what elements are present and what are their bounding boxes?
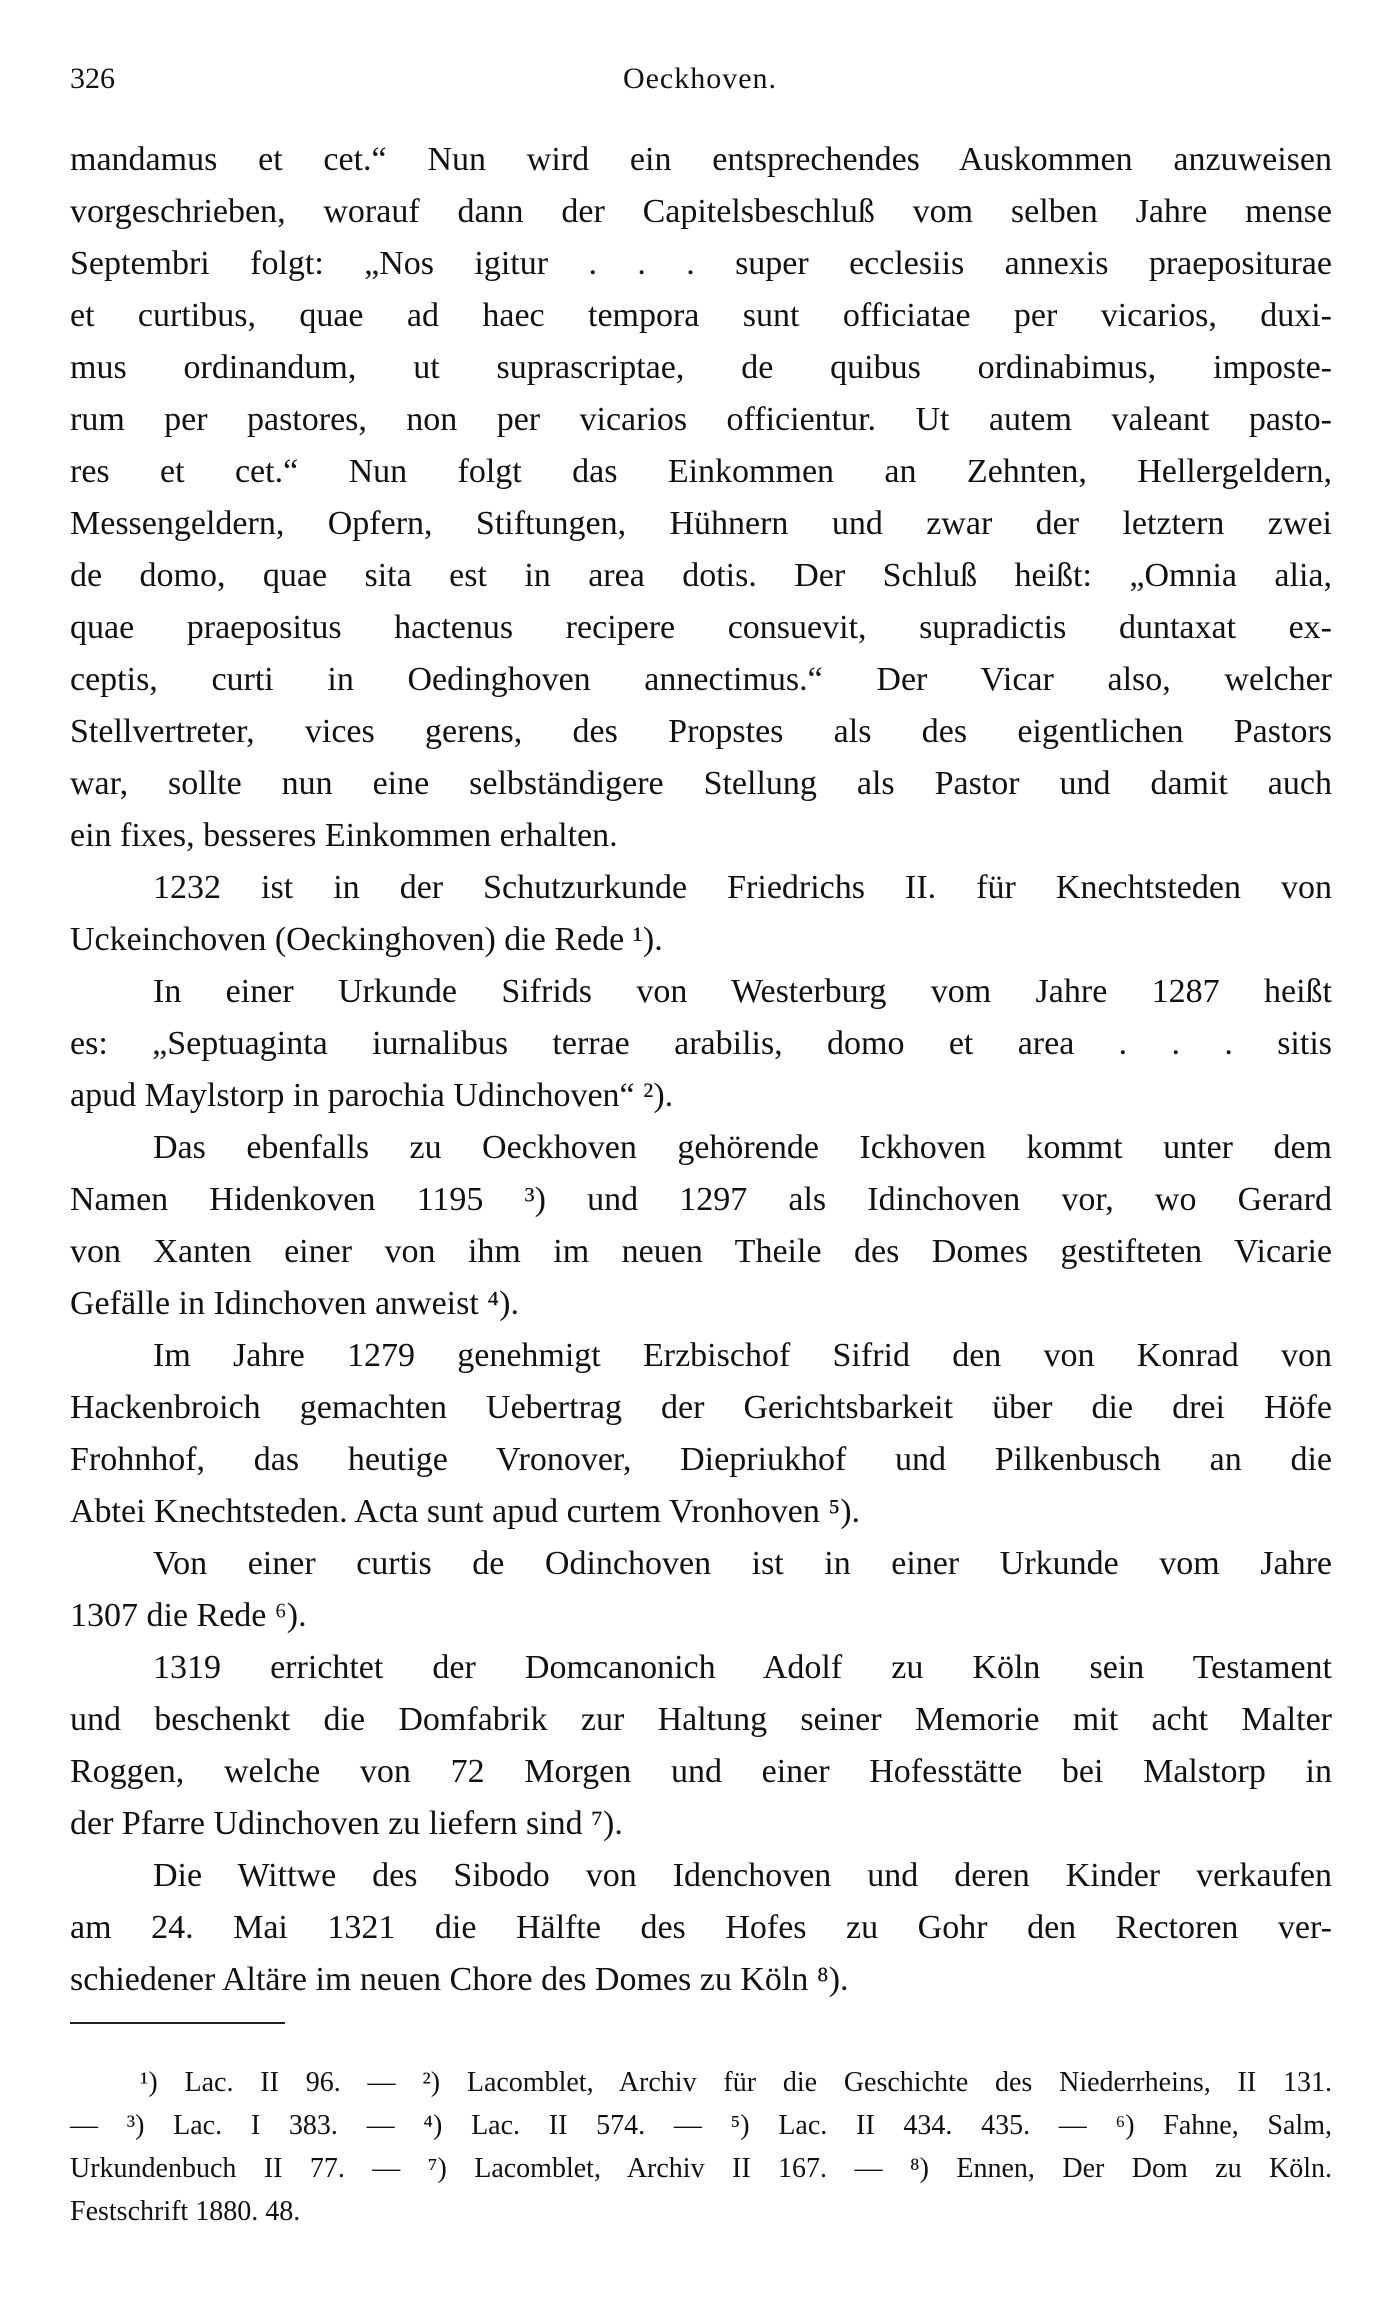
text-line: Messengeldern, Opfern, Stiftungen, Hühnern und zwar der letztern zwei <box>70 505 1332 542</box>
text-line: et curtibus, quae ad haec tempora sunt officiatae per vicarios, duxi- <box>70 297 1332 334</box>
text-line: quae praepositus hactenus recipere consuevit, supradictis duntaxat ex- <box>70 609 1332 646</box>
footnote-divider <box>70 2022 285 2024</box>
text-line: mandamus et cet.“ Nun wird ein entsprechendes Auskommen anzuweisen <box>70 141 1332 178</box>
text-line: Im Jahre 1279 genehmigt Erzbischof Sifrid den von Konrad von <box>153 1337 1332 1374</box>
text-line: Frohnhof, das heutige Vronover, Diepriukhof und Pilkenbusch an die <box>70 1441 1332 1478</box>
text-line: Die Wittwe des Sibodo von Idenchoven und deren Kinder verkaufen <box>153 1857 1332 1894</box>
text-line: es: „Septuaginta iurnalibus terrae arabilis, domo et area . . . sitis <box>70 1025 1332 1062</box>
text-line: ceptis, curti in Oedinghoven annectimus.“ Der Vicar also, welcher <box>70 661 1332 698</box>
text-line: der Pfarre Udinchoven zu liefern sind ⁷). <box>70 1805 623 1842</box>
footnote-line: Festschrift 1880. 48. <box>70 2196 301 2227</box>
text-line: Uckeinchoven (Oeckinghoven) die Rede ¹). <box>70 921 663 958</box>
text-line: Von einer curtis de Odinchoven ist in einer Urkunde vom Jahre <box>153 1545 1332 1582</box>
text-line: Gefälle in Idinchoven anweist ⁴). <box>70 1285 519 1322</box>
text-line: mus ordinandum, ut suprascriptae, de quibus ordinabimus, imposte- <box>70 349 1332 386</box>
page-number: 326 <box>70 62 115 95</box>
text-line: war, sollte nun eine selbständigere Stellung als Pastor und damit auch <box>70 765 1332 802</box>
text-line: Septembri folgt: „Nos igitur . . . super ecclesiis annexis praepositurae <box>70 245 1332 282</box>
text-line: Stellvertreter, vices gerens, des Propstes als des eigentlichen Pastors <box>70 713 1332 750</box>
text-line: apud Maylstorp in parochia Udinchoven“ ²). <box>70 1077 674 1114</box>
text-line: von Xanten einer von ihm im neuen Theile des Domes gestifteten Vicarie <box>70 1233 1332 1270</box>
running-title: Oeckhoven. <box>622 62 778 95</box>
text-line: vorgeschrieben, worauf dann der Capitelsbeschluß vom selben Jahre mense <box>70 193 1332 230</box>
text-line: und beschenkt die Domfabrik zur Haltung seiner Memorie mit acht Malter <box>70 1701 1332 1738</box>
text-line: rum per pastores, non per vicarios officientur. Ut autem valeant pasto- <box>70 401 1332 438</box>
text-line: am 24. Mai 1321 die Hälfte des Hofes zu Gohr den Rectoren ver- <box>70 1909 1332 1946</box>
text-line: 1307 die Rede ⁶). <box>70 1597 307 1634</box>
text-line: 1232 ist in der Schutzurkunde Friedrichs II. für Knechtsteden von <box>153 869 1332 906</box>
text-line: res et cet.“ Nun folgt das Einkommen an Zehnten, Hellergeldern, <box>70 453 1332 490</box>
text-line: de domo, quae sita est in area dotis. Der Schluß heißt: „Omnia alia, <box>70 557 1332 594</box>
text-line: Das ebenfalls zu Oeckhoven gehörende Ickhoven kommt unter dem <box>153 1129 1332 1166</box>
text-line: 1319 errichtet der Domcanonich Adolf zu Köln sein Testament <box>153 1649 1332 1686</box>
text-line: Hackenbroich gemachten Uebertrag der Gerichtsbarkeit über die drei Höfe <box>70 1389 1332 1426</box>
footnote-line: ¹) Lac. II 96. — ²) Lacomblet, Archiv für die Geschichte des Niederrheins, II 131. <box>140 2067 1332 2098</box>
text-line: ein fixes, besseres Einkommen erhalten. <box>70 817 618 854</box>
text-line: Abtei Knechtsteden. Acta sunt apud curtem Vronhoven ⁵). <box>70 1493 861 1530</box>
footnote-line: Urkundenbuch II 77. — ⁷) Lacomblet, Archiv II 167. — ⁸) Ennen, Der Dom zu Köln. <box>70 2153 1332 2184</box>
footnote-line: — ³) Lac. I 383. — ⁴) Lac. II 574. — ⁵) Lac. II 434. 435. — ⁶) Fahne, Salm, <box>70 2110 1332 2141</box>
text-line: Roggen, welche von 72 Morgen und einer Hofesstätte bei Malstorp in <box>70 1753 1332 1790</box>
text-line: Namen Hidenkoven 1195 ³) und 1297 als Idinchoven vor, wo Gerard <box>70 1181 1332 1218</box>
text-line: In einer Urkunde Sifrids von Westerburg vom Jahre 1287 heißt <box>153 973 1332 1010</box>
text-line: schiedener Altäre im neuen Chore des Domes zu Köln ⁸). <box>70 1961 849 1998</box>
